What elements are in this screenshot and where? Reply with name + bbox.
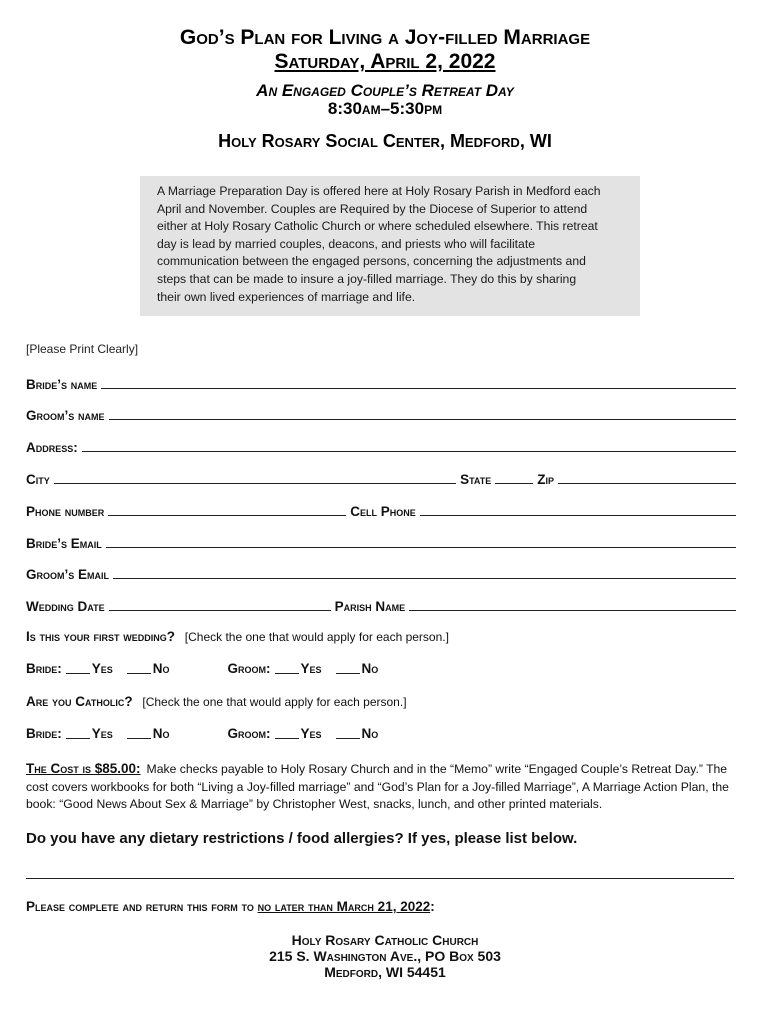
grooms-name-field[interactable] bbox=[109, 405, 736, 420]
event-date: Saturday, April 2, 2022 bbox=[274, 50, 496, 73]
brides-email-row bbox=[26, 531, 740, 551]
brides-email-field[interactable] bbox=[106, 533, 736, 548]
first-wedding-note: [Check the one that would apply for each person.] bbox=[184, 630, 449, 644]
first-wedding-question bbox=[26, 629, 449, 644]
state-field[interactable] bbox=[495, 469, 533, 484]
phone-label: Phone number bbox=[26, 504, 105, 519]
form-title: God’s Plan for Living a Joy-filled Marriage bbox=[179, 26, 591, 49]
address-row bbox=[26, 435, 740, 455]
yes-label: Yes bbox=[300, 661, 322, 676]
deadline-date: no later than March 21, 2022 bbox=[257, 899, 431, 914]
brides-name-field[interactable] bbox=[101, 374, 736, 389]
groom-first-yes-blank[interactable] bbox=[275, 663, 299, 674]
yes-label: Yes bbox=[300, 726, 322, 741]
event-subtitle: An Engaged Couple’s Retreat Day bbox=[256, 81, 514, 100]
intro-line: April and November. Couples are Required by the Diocese of Superior to attend bbox=[157, 201, 588, 216]
phone-field[interactable] bbox=[108, 501, 346, 516]
bride-label: Bride: bbox=[26, 726, 62, 741]
intro-line: A Marriage Preparation Day is offered here at Holy Rosary Parish in Medford each bbox=[157, 184, 601, 198]
dietary-answer-field[interactable] bbox=[26, 878, 734, 879]
deadline-text bbox=[26, 899, 435, 914]
parish-name-field[interactable] bbox=[409, 596, 736, 611]
intro-line: their own lived experiences of marriage and life. bbox=[157, 289, 416, 304]
bride-catholic-yes-blank[interactable] bbox=[66, 728, 90, 739]
intro-line: either at Holy Rosary Catholic Church or where scheduled elsewhere. This retreat bbox=[157, 219, 598, 234]
return-address-line2: 215 S. Washington Ave., PO Box 503 bbox=[269, 948, 501, 964]
zip-label: Zip bbox=[537, 472, 554, 487]
cost-label: The Cost is $85.00: bbox=[26, 761, 141, 776]
zip-field[interactable] bbox=[558, 469, 736, 484]
yes-label: Yes bbox=[91, 726, 113, 741]
wedding-date-field[interactable] bbox=[109, 596, 331, 611]
catholic-note: [Check the one that would apply for each person.] bbox=[142, 695, 407, 709]
deadline-prefix: Please complete and return this form to bbox=[26, 899, 254, 914]
intro-box bbox=[140, 176, 640, 316]
brides-email-label: Bride’s Email bbox=[26, 536, 102, 551]
first-wedding-answers bbox=[26, 661, 378, 676]
cost-text: Make checks payable to Holy Rosary Church and in the “Memo” write “Engaged Couple’s Retreat Day.” The cost covers workbooks for both “Living a Joy-filled marriage” and “God’s Plan for a Joy-filled Marriage”, A Marriage Action Plan, the book: “Good News About Sex & Marriage” by Christopher West, snacks, lunch, and other printed materials. bbox=[26, 762, 729, 811]
city-label: City bbox=[26, 472, 50, 487]
print-note: [Please Print Clearly] bbox=[26, 342, 139, 356]
no-label: No bbox=[152, 661, 170, 676]
grooms-name-label: Groom’s name bbox=[26, 408, 105, 423]
parish-name-label: Parish Name bbox=[334, 599, 406, 614]
yes-label: Yes bbox=[91, 661, 113, 676]
wedding-date-label: Wedding Date bbox=[26, 599, 105, 614]
no-label: No bbox=[361, 661, 379, 676]
event-location: Holy Rosary Social Center, Medford, WI bbox=[218, 131, 552, 151]
deadline-suffix: : bbox=[430, 899, 435, 914]
bride-first-no-blank[interactable] bbox=[127, 663, 151, 674]
city-row bbox=[26, 467, 740, 487]
city-field[interactable] bbox=[54, 469, 456, 484]
phone-row bbox=[26, 499, 740, 519]
grooms-email-label: Groom’s Email bbox=[26, 567, 110, 582]
wedding-date-row bbox=[26, 594, 740, 614]
catholic-label: Are you Catholic? bbox=[26, 694, 133, 709]
catholic-answers bbox=[26, 726, 378, 741]
grooms-email-field[interactable] bbox=[113, 564, 736, 579]
groom-first-no-blank[interactable] bbox=[336, 663, 360, 674]
grooms-email-row bbox=[26, 562, 740, 582]
bride-catholic-no-blank[interactable] bbox=[127, 728, 151, 739]
groom-label: Groom: bbox=[227, 661, 271, 676]
dietary-question: Do you have any dietary restrictions / food allergies? If yes, please list below. bbox=[26, 830, 578, 847]
state-label: State bbox=[460, 472, 492, 487]
cost-paragraph bbox=[26, 760, 738, 814]
intro-line: day is lead by married couples, deacons, and priests who will facilitate bbox=[157, 236, 536, 251]
intro-line: communication between the engaged persons, concerning the adjustments and bbox=[157, 254, 586, 269]
no-label: No bbox=[152, 726, 170, 741]
bride-label: Bride: bbox=[26, 661, 62, 676]
return-address-line3: Medford, WI 54451 bbox=[324, 964, 446, 980]
address-field[interactable] bbox=[82, 437, 736, 452]
bride-first-yes-blank[interactable] bbox=[66, 663, 90, 674]
no-label: No bbox=[361, 726, 379, 741]
brides-name-row bbox=[26, 372, 740, 392]
intro-line: steps that can be made to insure a joy-filled marriage. They do this by sharing bbox=[157, 271, 577, 286]
event-time: 8:30am–5:30pm bbox=[327, 99, 443, 118]
cell-phone-field[interactable] bbox=[420, 501, 736, 516]
address-label: Address: bbox=[26, 440, 78, 455]
catholic-question bbox=[26, 694, 407, 709]
groom-catholic-yes-blank[interactable] bbox=[275, 728, 299, 739]
groom-catholic-no-blank[interactable] bbox=[336, 728, 360, 739]
groom-label: Groom: bbox=[227, 726, 271, 741]
first-wedding-label: Is this your first wedding? bbox=[26, 629, 176, 644]
brides-name-label: Bride’s name bbox=[26, 377, 98, 392]
return-address-line1: Holy Rosary Catholic Church bbox=[291, 932, 479, 948]
cell-phone-label: Cell Phone bbox=[350, 504, 416, 519]
grooms-name-row bbox=[26, 403, 740, 423]
